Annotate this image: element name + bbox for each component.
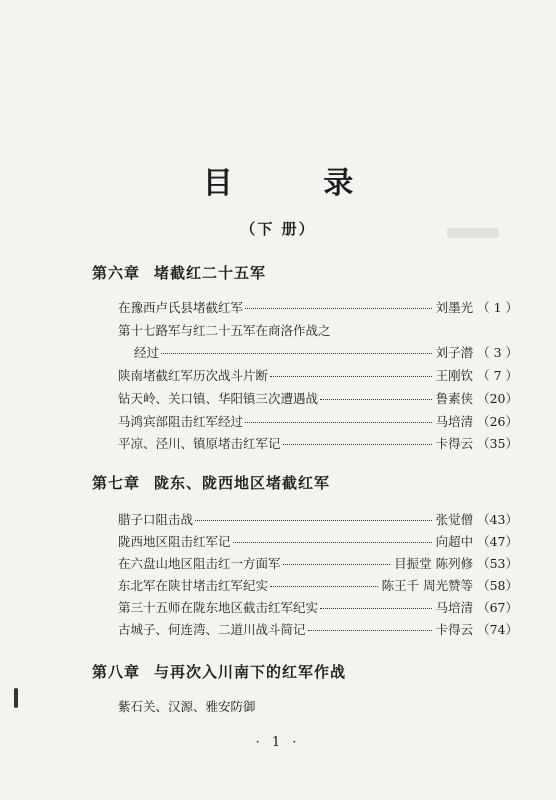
toc-entry — [118, 510, 518, 528]
chapter-number: 第八章 — [92, 663, 141, 681]
entry-title: 紫石关、汉源、雅安防御 — [118, 699, 256, 714]
entry-author: 卡得云 — [435, 436, 474, 451]
leader-dots — [320, 398, 432, 400]
toc-entry — [134, 343, 518, 361]
entry-page: （43） — [477, 512, 518, 527]
chapter-title: 堵截红二十五军 — [154, 264, 267, 282]
leader-dots — [245, 307, 432, 309]
entry-title: 马鸿宾部阻击红军经过 — [118, 414, 244, 429]
entry-author: 目振堂 陈列修 — [394, 556, 474, 571]
entry-author: 向超中 — [435, 534, 474, 549]
entry-title: 陕南堵截红军历次战斗片断 — [118, 368, 269, 383]
margin-mark — [14, 688, 18, 708]
entry-title: 第十七路军与红二十五军在商洛作战之 — [118, 323, 331, 338]
entry-page: （ 3 ） — [477, 345, 518, 360]
entry-title: 经过 — [134, 345, 160, 360]
leader-dots — [308, 629, 432, 631]
entry-title: 钻天岭、关口镇、华阳镇三次遭遇战 — [118, 391, 319, 406]
entry-page: （58） — [477, 578, 518, 593]
leader-dots — [195, 519, 432, 521]
entry-author: 马培清 — [435, 600, 474, 615]
entry-title: 腊子口阻击战 — [118, 512, 194, 527]
entry-page: （ 1 ） — [477, 300, 518, 315]
entry-page: （35） — [477, 436, 518, 451]
entry-page: （20） — [477, 391, 518, 406]
toc-entry — [118, 697, 256, 715]
toc-entry — [118, 532, 518, 550]
chapter-heading — [92, 472, 330, 493]
entry-page: （53） — [477, 556, 518, 571]
page-number: · 1 · — [255, 735, 301, 750]
entry-page: （67） — [477, 600, 518, 615]
entry-page: （47） — [477, 534, 518, 549]
toc-entry — [118, 598, 518, 616]
toc-entry — [118, 576, 518, 594]
chapter-title: 陇东、陇西地区堵截红军 — [154, 474, 331, 492]
entry-author: 刘墨光 — [435, 300, 474, 315]
toc-entry — [118, 412, 518, 430]
chapter-heading — [92, 262, 266, 283]
leader-dots — [245, 421, 432, 423]
entry-author: 鲁素侠 — [435, 391, 474, 406]
leader-dots — [320, 607, 432, 609]
entry-author: 卡得云 — [435, 622, 474, 637]
entry-author: 刘子潜 — [435, 345, 474, 360]
entry-author: 张觉僧 — [435, 512, 474, 527]
entry-author: 陈王千 周光赞等 — [381, 578, 474, 593]
entry-title: 第三十五师在陇东地区截击红军纪实 — [118, 600, 319, 615]
toc-entry — [118, 434, 518, 452]
toc-entry — [118, 389, 518, 407]
entry-title: 古城子、何连湾、二道川战斗简记 — [118, 622, 306, 637]
entry-author: 王刚钦 — [435, 368, 474, 383]
chapter-heading — [92, 661, 346, 682]
toc-entry — [118, 298, 518, 316]
entry-page: （26） — [477, 414, 518, 429]
toc-subtitle: （下 册） — [240, 220, 316, 238]
leader-dots — [270, 375, 432, 377]
toc-entry — [118, 366, 518, 384]
leader-dots — [161, 352, 432, 354]
toc-title: 目 录 — [202, 166, 394, 201]
entry-title: 在豫西卢氏县堵截红军 — [118, 300, 244, 315]
leader-dots — [283, 563, 391, 565]
chapter-number: 第六章 — [92, 264, 141, 282]
entry-title: 东北军在陕甘堵击红军纪实 — [118, 578, 269, 593]
leader-dots — [283, 443, 432, 445]
entry-page: （74） — [477, 622, 518, 637]
chapter-title: 与再次入川南下的红军作战 — [154, 663, 347, 681]
chapter-number: 第七章 — [92, 474, 141, 492]
entry-page: （ 7 ） — [477, 368, 518, 383]
entry-title: 陇西地区阻击红军记 — [118, 534, 231, 549]
entry-title: 平凉、泾川、镇原堵击红军记 — [118, 436, 281, 451]
leader-dots — [270, 585, 378, 587]
toc-entry — [118, 620, 518, 638]
toc-entry — [118, 321, 331, 339]
toc-entry — [118, 554, 518, 572]
leader-dots — [233, 541, 432, 543]
entry-title: 在六盘山地区阻击红一方面军 — [118, 556, 281, 571]
entry-author: 马培清 — [435, 414, 474, 429]
